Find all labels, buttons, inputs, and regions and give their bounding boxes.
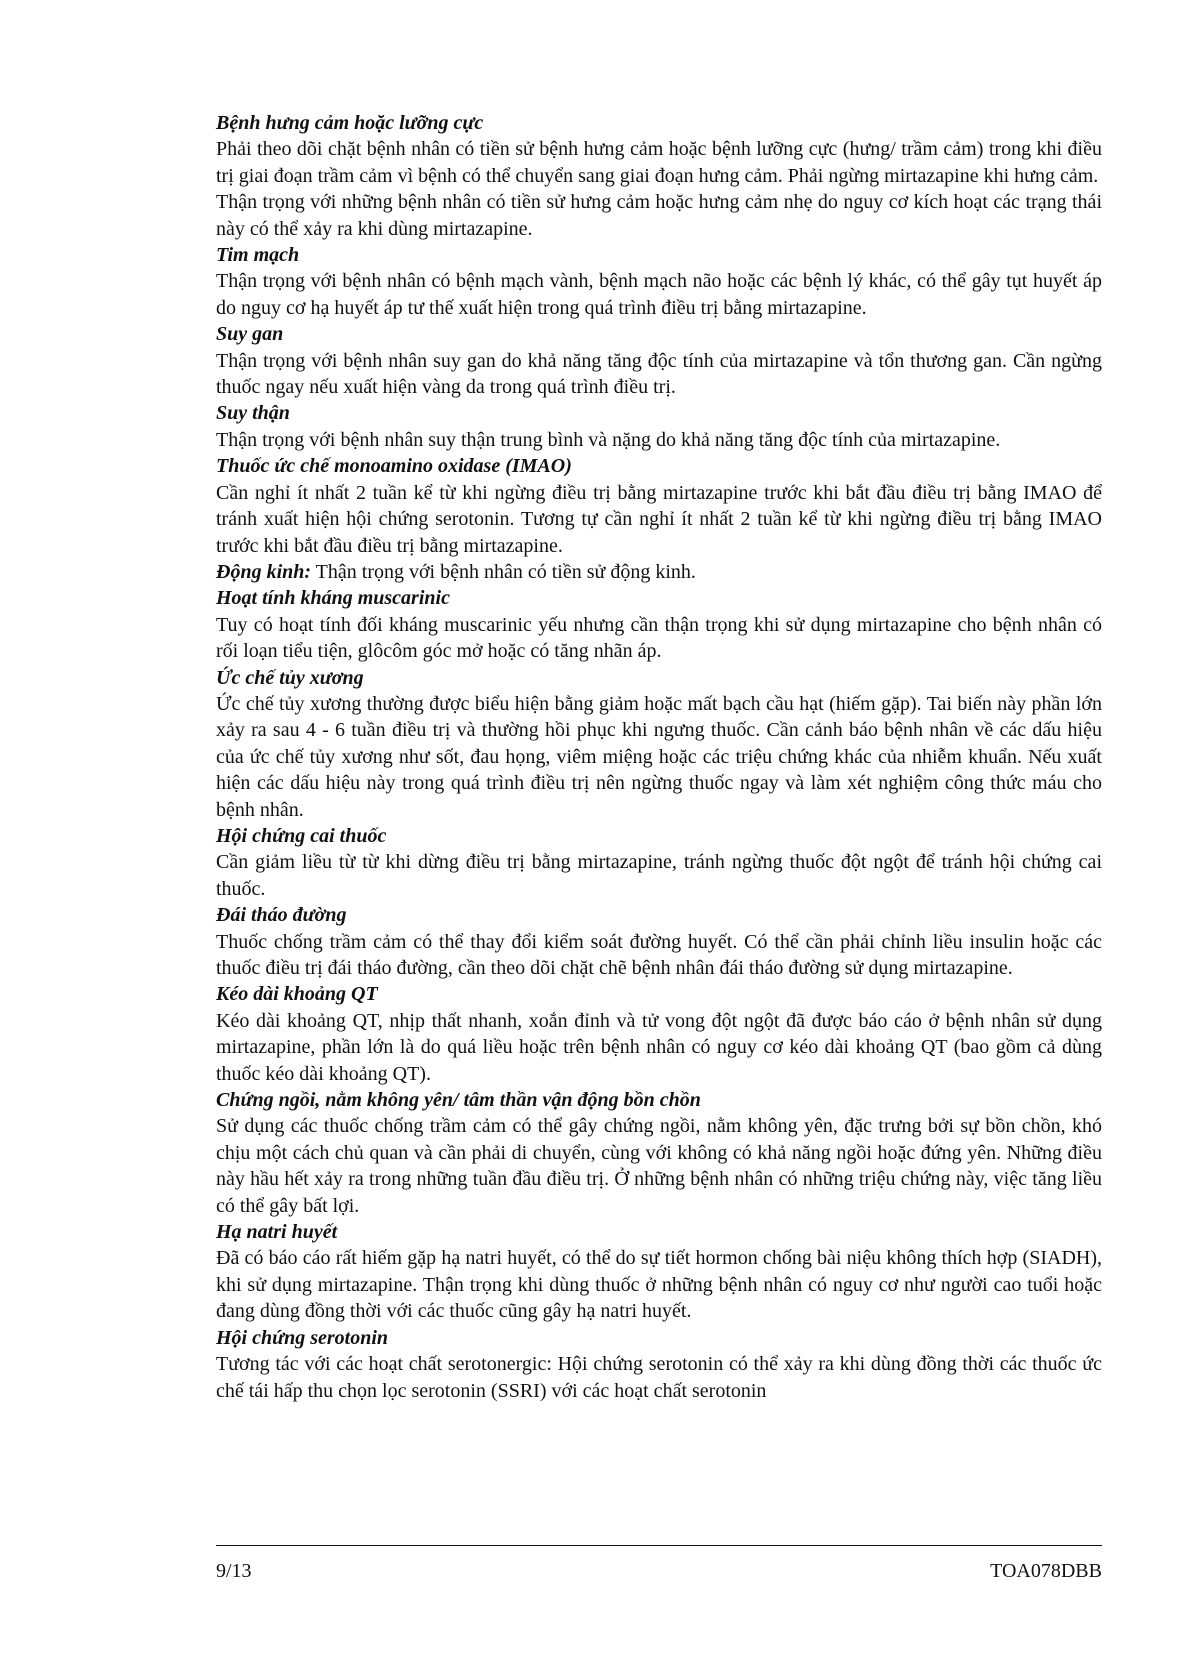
section-paragraph: Ức chế tủy xương thường được biểu hiện bằng giảm hoặc mất bạch cầu hạt (hiếm gặp). Tai biến này phần lớn xảy ra sau 4 - 6 tuần điều trị và thường hồi phục khi ngưng thuốc. Cần cảnh báo bệnh nhân về các dấu hiệu của ức chế tủy xương như sốt, đau họng, viêm miệng hoặc các triệu chứng khác của nhiễm khuẩn. Nếu xuất hiện các dấu hiệu này trong quá trình điều trị nên ngừng thuốc ngay và làm xét nghiệm công thức máu cho bệnh nhân. xyxy=(216,692,1102,821)
section-qt-prolongation xyxy=(216,981,1102,1087)
document-body xyxy=(216,110,1102,1404)
section-cardiovascular xyxy=(216,242,1102,321)
section-paragraph: Thận trọng với bệnh nhân suy gan do khả năng tăng độc tính của mirtazapine và tổn thương gan. Cần ngừng thuốc ngay nếu xuất hiện vàng da trong quá trình điều trị. xyxy=(216,349,1102,399)
section-heading: Ức chế tủy xương xyxy=(216,666,364,689)
section-hyponatremia xyxy=(216,1219,1102,1325)
section-kidney-failure xyxy=(216,400,1102,453)
section-paragraph: Phải theo dõi chặt bệnh nhân có tiền sử bệnh hưng cảm hoặc bệnh lưỡng cực (hưng/ trầm cảm) trong khi điều trị giai đoạn trầm cảm vì bệnh có thể chuyển sang giai đoạn hưng cảm. Phải ngừng mirtazapine khi hưng cảm. xyxy=(216,138,1102,187)
section-paragraph: Kéo dài khoảng QT, nhịp thất nhanh, xoắn đỉnh và tử vong đột ngột đã được báo cáo ở bệnh nhân sử dụng mirtazapine, phần lớn là do quá liều hoặc trên bệnh nhân có nguy cơ kéo dài khoảng QT (bao gồm cả dùng thuốc kéo dài khoảng QT). xyxy=(216,1009,1102,1085)
section-paragraph: Đã có báo cáo rất hiếm gặp hạ natri huyết, có thể do sự tiết hormon chống bài niệu không thích hợp (SIADH), khi sử dụng mirtazapine. Thận trọng khi dùng thuốc ở những bệnh nhân có nguy cơ như người cao tuổi hoặc đang dùng đồng thời với các thuốc cũng gây hạ natri huyết. xyxy=(216,1247,1102,1323)
section-inline-heading: Động kinh: xyxy=(216,560,312,583)
section-antimuscarinic xyxy=(216,585,1102,664)
section-paragraph: Thận trọng với bệnh nhân suy thận trung bình và nặng do khả năng tăng độc tính của mirtazapine. xyxy=(216,428,1001,451)
section-paragraph: Thận trọng với những bệnh nhân có tiền sử hưng cảm hoặc hưng cảm nhẹ do nguy cơ kích hoạt các trạng thái này có thể xảy ra khi dùng mirtazapine. xyxy=(216,191,1102,240)
section-paragraph: Thuốc chống trầm cảm có thể thay đổi kiểm soát đường huyết. Có thể cần phải chỉnh liều insulin hoặc các thuốc điều trị đái tháo đường, cần theo dõi chặt chẽ bệnh nhân đái tháo đường sử dụng mirtazapine. xyxy=(216,930,1102,979)
section-heading: Tim mạch xyxy=(216,244,300,267)
section-maoi xyxy=(216,453,1102,559)
section-manic-bipolar xyxy=(216,110,1102,242)
section-serotonin-syndrome xyxy=(216,1325,1102,1404)
section-bone-marrow xyxy=(216,665,1102,823)
section-paragraph: Tương tác với các hoạt chất serotonergic: Hội chứng serotonin có thể xảy ra khi dùng đồng thời các thuốc ức chế tái hấp thu chọn lọc serotonin (SSRI) với các hoạt chất serotonin xyxy=(216,1353,1102,1402)
section-inline-paragraph xyxy=(216,559,1102,585)
footer-divider xyxy=(216,1545,1102,1546)
section-heading: Hội chứng cai thuốc xyxy=(216,824,387,847)
section-paragraph: Thận trọng với bệnh nhân có bệnh mạch vành, bệnh mạch não hoặc các bệnh lý khác, có thể gây tụt huyết áp do nguy cơ hạ huyết áp tư thế xuất hiện trong quá trình điều trị bằng mirtazapine. xyxy=(216,270,1102,319)
section-diabetes xyxy=(216,902,1102,981)
section-heading: Hạ natri huyết xyxy=(216,1221,338,1244)
section-epilepsy xyxy=(216,559,1102,585)
section-heading: Bệnh hưng cảm hoặc lưỡng cực xyxy=(216,112,484,134)
section-paragraph: Sử dụng các thuốc chống trầm cảm có thể gây chứng ngồi, nằm không yên, đặc trưng bởi sự bồn chồn, khó chịu một cách chủ quan và cần phải di chuyển, cùng với không có khả năng ngồi hoặc đứng yên. Những điều này hầu hết xảy ra trong những tuần đầu điều trị. Ở những bệnh nhân có những triệu chứng này, việc tăng liều có thể gây bất lợi. xyxy=(216,1115,1102,1217)
section-paragraph: Tuy có hoạt tính đối kháng muscarinic yếu nhưng cần thận trọng khi sử dụng mirtazapine cho bệnh nhân có rối loạn tiểu tiện, glôcôm góc mở hoặc có tăng nhãn áp. xyxy=(216,613,1102,663)
section-heading: Suy gan xyxy=(216,323,284,346)
section-withdrawal xyxy=(216,823,1102,902)
section-heading: Thuốc ức chế monoamino oxidase (IMAO) xyxy=(216,455,572,478)
section-heading: Hoạt tính kháng muscarinic xyxy=(216,587,450,610)
page-number: 9/13 xyxy=(216,1560,252,1582)
section-heading: Hội chứng serotonin xyxy=(216,1326,389,1349)
section-liver-failure xyxy=(216,321,1102,400)
section-heading: Đái tháo đường xyxy=(216,904,347,927)
section-inline-text: Thận trọng với bệnh nhân có tiền sử động kinh. xyxy=(311,560,696,583)
section-paragraph: Cần giảm liều từ từ khi dừng điều trị bằng mirtazapine, tránh ngừng thuốc đột ngột để tránh hội chứng cai thuốc. xyxy=(216,851,1102,900)
section-heading: Suy thận xyxy=(216,402,290,425)
section-heading: Kéo dài khoảng QT xyxy=(216,983,378,1006)
section-paragraph: Cần nghỉ ít nhất 2 tuần kể từ khi ngừng điều trị bằng mirtazapine trước khi bắt đầu điều trị bằng IMAO để tránh xuất hiện hội chứng serotonin. Tương tự cần nghỉ ít nhất 2 tuần kể từ khi ngừng điều trị bằng IMAO trước khi bắt đầu điều trị bằng mirtazapine. xyxy=(216,481,1102,557)
section-heading: Chứng ngồi, nằm không yên/ tâm thần vận động bồn chồn xyxy=(216,1089,701,1112)
section-akathisia xyxy=(216,1087,1102,1219)
document-code: TOA078DBB xyxy=(990,1560,1102,1582)
